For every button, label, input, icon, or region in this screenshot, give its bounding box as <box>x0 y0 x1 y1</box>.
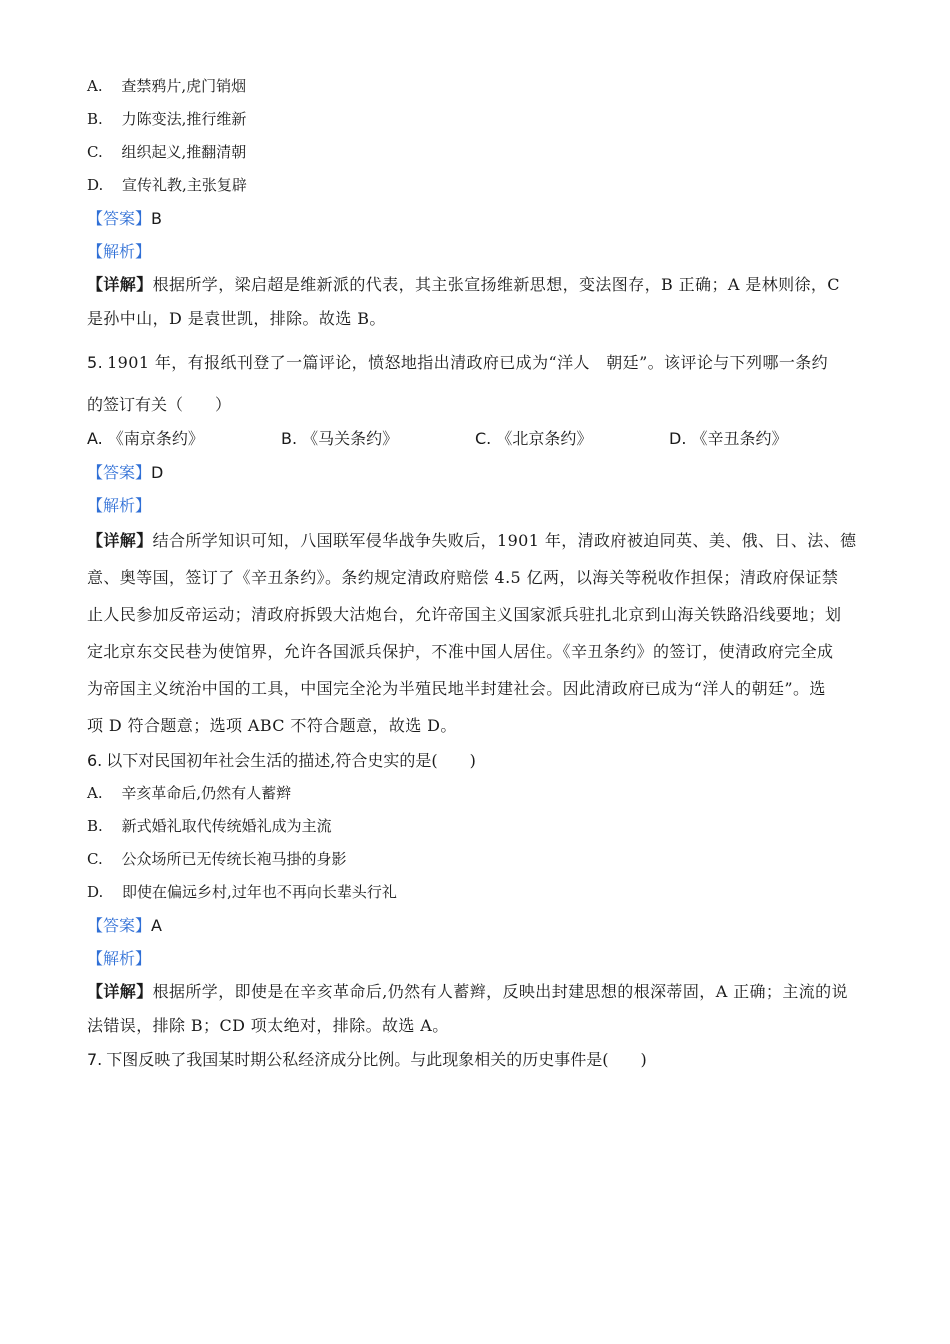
option-letter: D. <box>87 176 104 194</box>
answer-value: A <box>151 916 162 935</box>
q6-analysis <box>87 942 867 975</box>
q4-option-b <box>87 103 867 136</box>
q6-option-c <box>87 843 867 876</box>
q5-detail-line: 项 D 符合题意；选项 ABC 不符合题意，故选 D。 <box>87 716 457 735</box>
option-letter: D. <box>87 883 104 901</box>
option-text: 新式婚礼取代传统婚礼成为主流 <box>121 817 332 835</box>
q5-stem-line-2: 的签订有关（ ） <box>87 395 232 414</box>
q4-option-c <box>87 136 867 169</box>
q6-option-a <box>87 777 867 810</box>
q6-option-b <box>87 810 867 843</box>
detail-text: 根据所学，梁启超是维新派的代表，其主张宣扬维新思想，变法图存，B 正确；A 是林则徐，C <box>152 275 840 294</box>
option-letter: B. <box>281 429 298 448</box>
q5-detail-line: 止人民参加反帝运动；清政府拆毁大沽炮台，允许帝国主义国家派兵驻扎北京到山海关铁路沿线要地；划 <box>87 605 842 624</box>
answer-tag: 【答案】 <box>87 463 152 482</box>
option-text: 辛亥革命后,仍然有人蓄辫 <box>121 784 292 802</box>
q6-stem <box>87 744 867 777</box>
answer-tag: 【答案】 <box>87 916 152 935</box>
q4-answer <box>87 202 867 235</box>
q4-options <box>87 70 867 202</box>
option-text: 即使在偏远乡村,过年也不再向长辈头行礼 <box>122 883 397 901</box>
q5-detail <box>87 522 867 744</box>
detail-tag: 【详解】 <box>87 275 153 294</box>
detail-text: 根据所学，即使是在辛亥革命后,仍然有人蓄辫，反映出封建思想的根深蒂固，A 正确；主流的说 <box>152 982 848 1001</box>
stem-text: 1901 年，有报纸刊登了一篇评论，愤怒地指出清政府已成为“洋人 朝廷”。该评论与下列哪一条约 <box>107 353 829 372</box>
option-letter: C. <box>87 850 103 868</box>
q6-detail <box>87 975 867 1043</box>
q5-detail-line <box>87 522 867 559</box>
analysis-tag: 【解析】 <box>87 242 152 261</box>
q5-detail-line: 定北京东交民巷为使馆界，允许各国派兵保护，不准中国人居住。《辛丑条约》的签订，使清政府完全成 <box>87 642 834 661</box>
option-letter: C. <box>87 143 103 161</box>
option-text: 《辛丑条约》 <box>691 429 788 448</box>
option-letter: B. <box>87 817 103 835</box>
q6-options <box>87 777 867 909</box>
analysis-tag: 【解析】 <box>87 949 152 968</box>
q6-detail-line <box>87 975 867 1009</box>
q6-option-d <box>87 876 867 909</box>
option-letter: B. <box>87 110 103 128</box>
question-number: 7. <box>87 1050 103 1069</box>
q5-analysis <box>87 489 867 522</box>
q4-analysis <box>87 235 867 268</box>
q4-option-d <box>87 169 867 202</box>
q5-detail-line: 为帝国主义统治中国的工具，中国完全沦为半殖民地半封建社会。因此清政府已成为“洋人的朝廷”。选 <box>87 679 826 698</box>
stem-text: 以下对民国初年社会生活的描述,符合史实的是( ) <box>106 751 476 770</box>
option-letter: A. <box>87 429 103 448</box>
q6-answer <box>87 909 867 942</box>
q5-option-d <box>669 422 863 456</box>
option-text: 《北京条约》 <box>496 429 593 448</box>
q5-option-a <box>87 422 281 456</box>
q5-stem-line <box>87 338 867 388</box>
option-text: 组织起义,推翻清朝 <box>121 143 247 161</box>
answer-tag: 【答案】 <box>87 209 152 228</box>
answer-value: B <box>151 209 162 228</box>
option-text: 《南京条约》 <box>107 429 204 448</box>
question-number: 5. <box>87 353 104 372</box>
stem-text: 下图反映了我国某时期公私经济成分比例。与此现象相关的历史事件是( ) <box>106 1050 647 1069</box>
q4-detail <box>87 268 867 336</box>
option-letter: A. <box>87 77 103 95</box>
option-letter: D. <box>669 429 687 448</box>
q4-detail-line: 是孙中山，D 是袁世凯，排除。故选 B。 <box>87 309 386 328</box>
q4-detail-line <box>87 268 867 302</box>
q5-option-b <box>281 422 475 456</box>
detail-text: 结合所学知识可知，八国联军侵华战争失败后，1901 年，清政府被迫同英、美、俄、日、法、德 <box>152 531 857 550</box>
option-text: 力陈变法,推行维新 <box>121 110 247 128</box>
option-text: 查禁鸦片,虎门销烟 <box>121 77 247 95</box>
q5-options <box>87 422 867 456</box>
option-text: 公众场所已无传统长袍马掛的身影 <box>121 850 347 868</box>
document-page <box>87 70 867 1076</box>
detail-tag: 【详解】 <box>87 531 153 550</box>
q7-stem <box>87 1043 867 1076</box>
q5-answer <box>87 456 867 489</box>
q4-option-a <box>87 70 867 103</box>
option-text: 宣传礼教,主张复辟 <box>122 176 247 194</box>
answer-value: D <box>151 463 164 482</box>
option-letter: C. <box>475 429 492 448</box>
q5-option-c <box>475 422 669 456</box>
q5-stem <box>87 338 867 388</box>
q5-detail-line: 意、奥等国，签订了《辛丑条约》。条约规定清政府赔偿 4.5 亿两，以海关等税收作担保；清政府保证禁 <box>87 568 839 587</box>
question-number: 6. <box>87 751 103 770</box>
option-text: 《马关条约》 <box>302 429 399 448</box>
q6-detail-line: 法错误，排除 B；CD 项太绝对，排除。故选 A。 <box>87 1016 449 1035</box>
option-letter: A. <box>87 784 103 802</box>
detail-tag: 【详解】 <box>87 982 153 1001</box>
analysis-tag: 【解析】 <box>87 496 152 515</box>
